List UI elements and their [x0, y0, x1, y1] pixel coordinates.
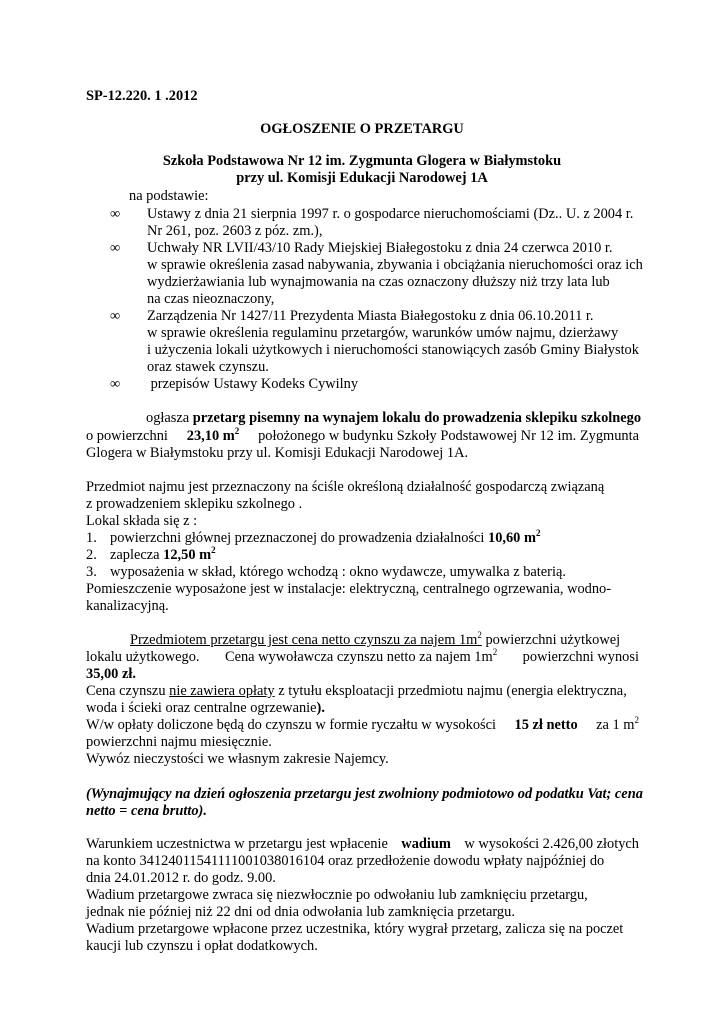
basis-item-text: Uchwały NR LVII/43/10 Rady Miejskiej Białegostoku z dnia 24 czerwca 2010 r. — [147, 240, 613, 256]
deposit-line — [86, 836, 639, 854]
item-number: 2. — [86, 547, 97, 563]
price-text — [596, 717, 639, 735]
superscript: 2 — [492, 647, 498, 657]
price-exclusion-line — [86, 683, 627, 701]
basis-item-text: Nr 261, poz. 2603 z póz. zm.), — [147, 223, 323, 239]
basis-item-text: na czas nieoznaczony, — [147, 291, 275, 307]
subject-line: z prowadzeniem sklepiku szkolnego . — [86, 496, 303, 512]
price-exclusion: nie zawiera opłaty — [169, 683, 275, 699]
price-text: W/w opłaty doliczone będą do czynszu w formie ryczałtu w wysokości — [86, 717, 497, 733]
announce-subject: przetarg pisemny na wynajem lokalu do prowadzenia sklepiku szkolnego — [192, 410, 642, 426]
deposit-line: jednak nie później niż 22 dni od dnia odwołania lub zamknięcia przetargu. — [86, 904, 515, 920]
deposit-term: wadium — [401, 836, 451, 852]
item-body — [110, 530, 540, 548]
subject-text — [86, 479, 639, 497]
basis-item-text: Zarządzenia Nr 1427/11 Prezydenta Miasta Białegostoku z dnia 06.10.2011 r. — [147, 308, 594, 324]
item-area — [488, 530, 540, 546]
organization-name: Szkoła Podstawowa Nr 12 im. Zygmunta Glogera w Białymstoku — [162, 153, 562, 169]
announcement-area-line — [86, 428, 639, 446]
item-text: wyposażenia w skład, którego wchodzą : okno wydawcze, umywalka z baterią. — [110, 564, 566, 580]
premises-item — [86, 545, 216, 565]
price-text-part: Cena wywoławcza czynszu netto za najem 1m — [224, 649, 493, 665]
vat-note: netto = cena brutto). — [86, 803, 207, 819]
reference-number: SP-12.220. 1 .2012 — [86, 88, 198, 104]
organization-address: przy ul. Komisji Edukacji Narodowej 1A — [236, 170, 488, 186]
area-number: 10,60 m — [488, 530, 536, 546]
deposit-line: Wadium przetargowe wpłacone przez uczestnika, który wygrał przetarg, zalicza się na poczet — [86, 921, 624, 937]
announcement-title: OGŁOSZENIE O PRZETARGU — [260, 121, 464, 137]
announce-verb: ogłasza — [146, 410, 190, 426]
installations-text: kanalizacyjną. — [86, 598, 169, 614]
item-body — [110, 547, 216, 565]
premises-intro: Lokal składa się z : — [86, 513, 198, 529]
price-starting-line — [86, 649, 639, 667]
price-text-end: ). — [316, 700, 325, 716]
superscript: 2 — [477, 630, 482, 640]
area-number: 12,50 m — [163, 547, 212, 563]
price-text: Cena czynszu — [86, 683, 166, 699]
installations-text: Pomieszczenie wyposażone jest w instalacje: elektryczną, centralnego ogrzewania, wodno- — [86, 581, 612, 597]
announce-text: położonego w budynku Szkoły Podstawowej Nr 12 im. Zygmunta — [258, 428, 639, 444]
price-subject-text: Przedmiotem przetargu jest cena netto czynszu za najem 1m — [130, 632, 478, 648]
basis-intro: na podstawie: — [129, 188, 209, 204]
superscript: 2 — [211, 545, 216, 555]
announce-text: o powierzchni — [86, 428, 168, 444]
deposit-line: kaucji lub czynszu i opłat dodatkowych. — [86, 938, 318, 954]
starting-price: 35,00 zł. — [86, 666, 136, 682]
item-area — [163, 547, 215, 563]
bullet-marker: ∞ — [110, 376, 121, 392]
basis-item-text: Ustawy z dnia 21 sierpnia 1997 r. o gospodarce nieruchomościami (Dz.. U. z 2004 r. — [147, 206, 634, 222]
deposit-text: na konto 34124011541111001038016104 oraz przedłożenie dowodu wpłaty najpóźniej do — [86, 853, 605, 869]
item-number: 1. — [86, 530, 97, 546]
price-text: lokalu użytkowego. — [86, 649, 200, 665]
deposit-line: dnia 24.01.2012 r. do godz. 9.00. — [86, 870, 276, 886]
announce-address: Glogera w Białymstoku przy ul. Komisji Edukacji Narodowej 1A. — [86, 445, 469, 461]
flat-fee-line — [86, 717, 639, 735]
basis-item-text: przepisów Ustawy Kodeks Cywilny — [147, 376, 359, 392]
bullet-marker: ∞ — [110, 240, 121, 256]
price-subject — [130, 632, 482, 648]
price-exclusion-line — [86, 700, 325, 718]
basis-item-text: wydzierżawiania lub wynajmowania na czas oznaczony dłuższy niż trzy lata lub — [147, 274, 610, 290]
superscript: 2 — [634, 715, 639, 725]
basis-item-text: oraz stawek czynszu. — [147, 359, 269, 375]
bullet-marker: ∞ — [110, 206, 121, 222]
price-text: powierzchni użytkowej — [485, 632, 621, 648]
price-text-part: za 1 m — [596, 717, 635, 733]
price-text: z tytułu eksploatacji przedmiotu najmu (energia elektryczna, — [278, 683, 627, 699]
deposit-line: Wadium przetargowe zwraca się niezwłocznie po odwołaniu lub zamknięciu przetargu, — [86, 887, 588, 903]
price-text: powierzchni najmu miesięcznie. — [86, 734, 272, 750]
item-number: 3. — [86, 564, 97, 580]
price-text: Wywóz nieczystości we własnym zakresie Najemcy. — [86, 751, 389, 767]
item-text: zaplecza — [110, 547, 160, 563]
price-text: powierzchni wynosi — [522, 649, 639, 665]
price-text: woda i ścieki oraz centralne ogrzewanie — [86, 700, 317, 716]
price-subject-line — [130, 632, 620, 650]
superscript: 2 — [535, 528, 541, 538]
flat-fee: 15 zł netto — [514, 717, 578, 733]
announcement-text — [146, 410, 641, 428]
subject-line: Przedmiot najmu jest przeznaczony na ściśle określoną działalność gospodarczą związaną — [86, 479, 605, 495]
premises-item — [86, 528, 541, 548]
basis-item-text: w sprawie określenia zasad nabywania, zbywania i obciążania nieruchomości oraz ich — [147, 257, 643, 273]
premises-item — [86, 564, 566, 582]
area-value — [187, 428, 239, 446]
basis-item-text: i użyczenia lokali użytkowych i nieruchomości stanowiących zasób Gminy Białystok — [147, 342, 639, 358]
deposit-line — [86, 853, 639, 871]
vat-note: (Wynajmujący na dzień ogłoszenia przetargu jest zwolniony podmiotowo od podatku Vat; cena — [86, 786, 643, 802]
area-number: 23,10 m — [186, 428, 235, 444]
deposit-text: Warunkiem uczestnictwa w przetargu jest wpłacenie — [86, 836, 388, 852]
bullet-marker: ∞ — [110, 308, 121, 324]
superscript: 2 — [234, 426, 240, 436]
price-text — [225, 649, 497, 667]
deposit-text: w wysokości 2.426,00 złotych — [464, 836, 639, 852]
item-text: powierzchni głównej przeznaczonej do prowadzenia działalności — [110, 530, 485, 546]
basis-item-text: w sprawie określenia regulaminu przetargów, warunków umów najmu, dzierżawy — [147, 325, 619, 341]
